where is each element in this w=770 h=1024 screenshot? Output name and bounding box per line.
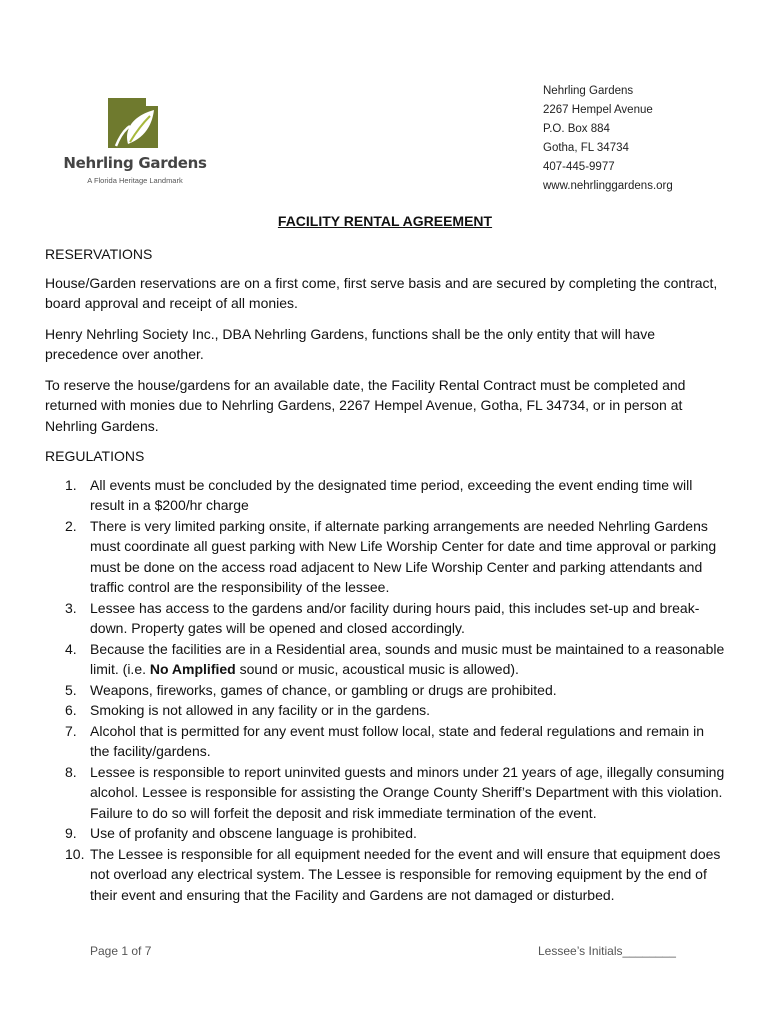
no-amplified-emphasis: No Amplified [149,661,236,677]
nehrling-gardens-logo [60,96,210,192]
regulation-item: 4. Because the facilities are in a Residential area, sounds and music must be maintained to a reasonable limit. (i.e. No Amplified sound or music, acoustical music is allowed). [65,640,725,677]
reservations-paragraph-2: Henry Nehrling Society Inc., DBA Nehrling Gardens, functions shall be the only entity that will have precedence over another. [45,325,656,362]
regulation-item: 9. Use of profanity and obscene language is prohibited. [65,825,417,841]
address-line-4: Gotha, FL 34734 [543,142,629,154]
regulations-list [45,475,725,906]
reservations-heading: RESERVATIONS [45,246,153,262]
lessee-initials: Lessee’s Initials________ [538,944,676,958]
address-line-2: 2267 Hempel Avenue [543,104,653,116]
document-title: FACILITY RENTAL AGREEMENT [277,213,493,229]
logo-tagline: A Florida Heritage Landmark [87,176,183,185]
reservations-paragraph-3: To reserve the house/gardens for an available date, the Facility Rental Contract must be completed and returned with monies due to Nehrling Gardens, 2267 Hempel Avenue, Gotha, FL 34734, or in person at Nehrling Gardens. [45,376,686,434]
logo-name: Nehrling Gardens [63,154,207,172]
document-body [45,244,725,905]
regulation-item: 6. Smoking is not allowed in any facility or in the gardens. [65,702,431,718]
address-block [543,82,673,196]
regulation-item: 5. Weapons, fireworks, games of chance, or gambling or drugs are prohibited. [65,681,557,698]
regulations-heading: REGULATIONS [45,448,145,464]
address-line-1: Nehrling Gardens [543,85,634,97]
regulation-item: 8. Lessee is responsible to report uninvited guests and minors under 21 years of age, illegally consuming alcohol. Lessee is responsible for assisting the Orange County Sheriff’s Department with this violation. Failure to do so will forfeit the deposit and risk immediate termination of the event. [65,763,725,821]
regulation-item: 10. The Lessee is responsible for all equipment needed for the event and will ensure that equipment does not overload any electrical system. The Lessee is responsible for removing equipment by the end of their event and ensuring that the Facility and Gardens are not damaged or disturbed. [65,845,721,903]
address-phone: 407-445-9977 [543,161,615,173]
regulation-item: 3. Lessee has access to the gardens and/or facility during hours paid, this includes set-up and break-down. Property gates will be opened and closed accordingly. [65,599,700,636]
regulation-item: 2. There is very limited parking onsite, if alternate parking arrangements are needed Nehrling Gardens must coordinate all guest parking with New Life Worship Center for date and time approval or parking must be done on the access road adjacent to New Life Worship Center and parking attendants and traffic control are the responsibility of the lessee. [65,517,717,595]
reservations-paragraph-1: House/Garden reservations are on a first come, first serve basis and are secured by completing the contract, board approval and receipt of all monies. [45,274,718,311]
regulation-item: 1. All events must be concluded by the designated time period, exceeding the event ending time will result in a $200/hr charge [65,476,693,513]
address-website: www.nehrlinggardens.org [543,180,673,192]
regulation-item: 7. Alcohol that is permitted for any event must follow local, state and federal regulations and remain in the facility/gardens. [65,722,704,759]
page-number: Page 1 of 7 [90,944,152,958]
leaf-emblem-icon [106,96,164,150]
address-line-3: P.O. Box 884 [543,123,610,135]
